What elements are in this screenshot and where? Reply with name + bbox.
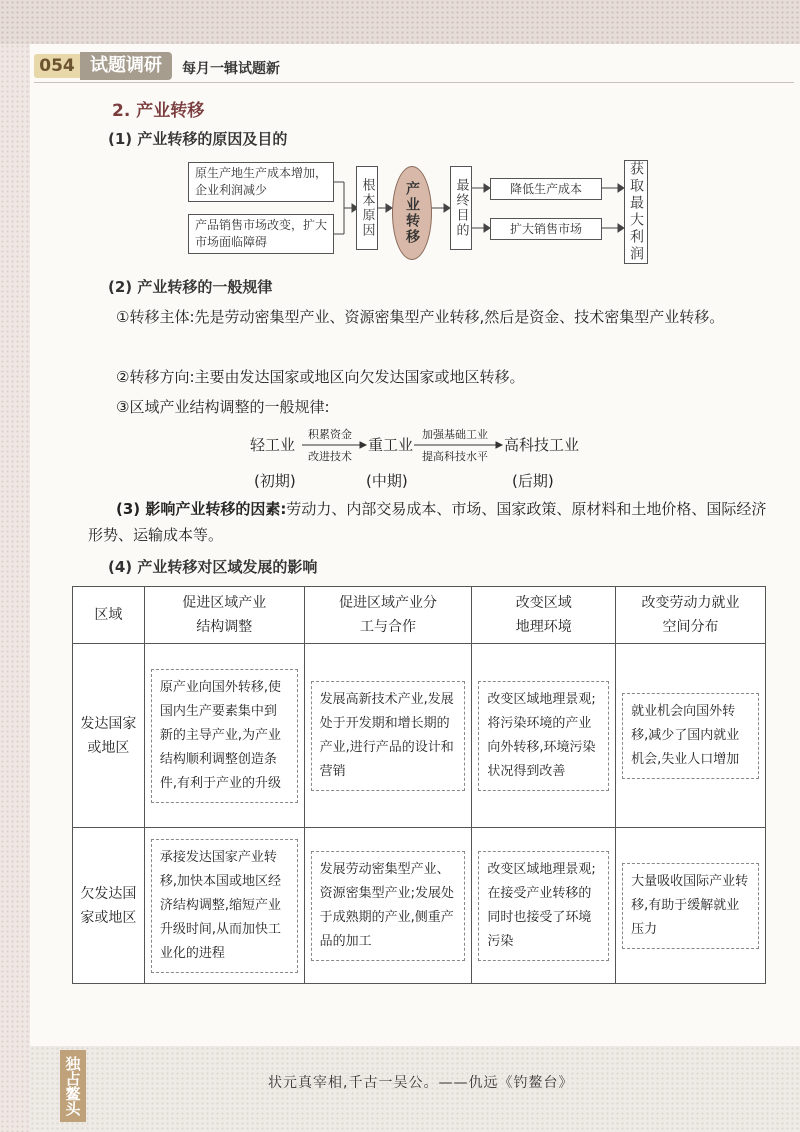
industry-evolution-flow	[250, 428, 650, 502]
subsection-3-text: 劳动力、内部交易成本、市场、国家政策、原材料和土地价格、国际经济形势、运输成本等。	[88, 500, 767, 544]
page-number: 054	[34, 54, 80, 78]
header-region: 区域	[73, 587, 145, 644]
final-purpose-label: 最终目的	[450, 166, 472, 250]
table-cell: 发展劳动密集型产业、资源密集型产业;发展处于成熟期的产业,侧重产品的加工	[304, 828, 472, 984]
root-cause-label: 根本原因	[356, 166, 378, 250]
header-division: 促进区域产业分工与合作	[304, 587, 472, 644]
region-developed: 发达国家或地区	[73, 644, 145, 828]
rule-3: ③区域产业结构调整的一般规律:	[116, 398, 330, 416]
table-cell: 就业机会向国外转移,减少了国内就业机会,失业人口增加	[616, 644, 766, 828]
table-cell: 原产业向国外转移,使国内生产要素集中到新的主导产业,为产业结构顺利调整创造条件,有利于产业的升级	[144, 644, 304, 828]
arrow-1-top-label: 积累资金	[308, 428, 352, 441]
result-box: 获取最大利润	[624, 160, 648, 264]
table-cell: 承接发达国家产业转移,加快本国或地区经济结构调整,缩短产业升级时间,从而加快工业化的进程	[144, 828, 304, 984]
phase-late: (后期)	[512, 472, 554, 490]
section-title: 2. 产业转移	[112, 101, 205, 121]
header-environment: 改变区域地理环境	[472, 587, 616, 644]
arrow-2-bottom-label: 提高科技水平	[422, 450, 488, 463]
footer-quote: 状元真宰相,千古一吴公。——仇远《钓鳌台》	[268, 1075, 574, 1091]
subsection-1-title: (1) 产业转移的原因及目的	[108, 130, 288, 148]
industry-transfer-ellipse: 产业转移	[392, 166, 432, 260]
subsection-3-title: (3) 影响产业转移的因素:	[116, 500, 287, 518]
purpose-box-market: 扩大销售市场	[490, 218, 602, 240]
rule-1: ①转移主体:先是劳动密集型产业、资源密集型产业转移,然后是资金、技术密集型产业转移。	[116, 308, 725, 326]
arrow-1-bottom-label: 改进技术	[308, 450, 352, 463]
stage-light-industry: 轻工业	[250, 436, 296, 454]
subsection-3	[88, 496, 778, 548]
subsection-4-title: (4) 产业转移对区域发展的影响	[108, 558, 318, 576]
table-row	[73, 828, 766, 984]
footer-tag: 独占鳌头	[60, 1050, 86, 1122]
section-tag: 试题调研	[80, 52, 172, 80]
subsection-2-title: (2) 产业转移的一般规律	[108, 278, 273, 296]
table-row	[73, 644, 766, 828]
stage-high-tech: 高科技工业	[504, 436, 580, 454]
table-cell: 改变区域地理景观;将污染环境的产业向外转移,环境污染状况得到改善	[472, 644, 616, 828]
impact-table	[72, 586, 766, 984]
table-header-row	[73, 587, 766, 644]
cause-box-market: 产品销售市场改变，扩大市场面临障碍	[188, 214, 334, 254]
arrow-2-top-label: 加强基础工业	[422, 428, 488, 441]
purpose-box-cost: 降低生产成本	[490, 178, 602, 200]
table-cell: 发展高新技术产业,发展处于开发期和增长期的产业,进行产品的设计和营销	[304, 644, 472, 828]
region-developing: 欠发达国家或地区	[73, 828, 145, 984]
rule-2: ②转移方向:主要由发达国家或地区向欠发达国家或地区转移。	[116, 368, 525, 386]
table-cell: 改变区域地理景观;在接受产业转移的同时也接受了环境污染	[472, 828, 616, 984]
cause-box-cost: 原生产地生产成本增加，企业利润减少	[188, 162, 334, 202]
header-slogan: 每月一辑试题新	[182, 61, 280, 77]
stage-heavy-industry: 重工业	[368, 436, 414, 454]
phase-early: (初期)	[254, 472, 296, 490]
table-cell: 大量吸收国际产业转移,有助于缓解就业压力	[616, 828, 766, 984]
diagram-connectors	[0, 0, 800, 300]
header-employment: 改变劳动力就业空间分布	[616, 587, 766, 644]
header-structure: 促进区域产业结构调整	[144, 587, 304, 644]
phase-middle: (中期)	[366, 472, 408, 490]
